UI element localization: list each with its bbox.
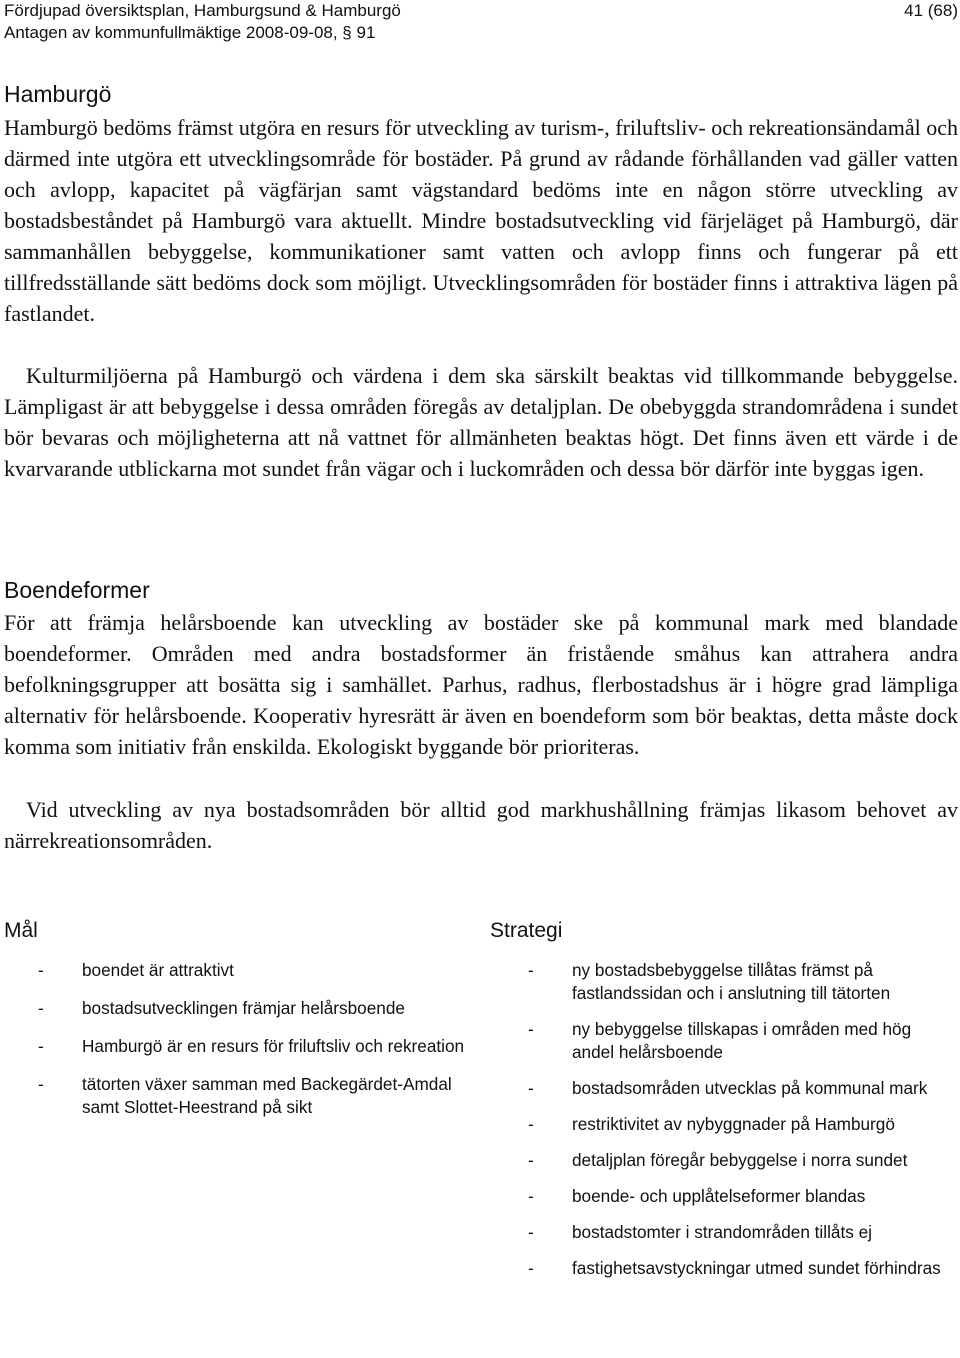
header-adoption-line: Antagen av kommunfullmäktige 2008-09-08, § 91 xyxy=(4,23,376,42)
section-heading-boendeformer: Boendeformer xyxy=(4,577,150,603)
paragraph-boendeformer-2: Vid utveckling av nya bostadsområden bör alltid god markhushållning främjas likasom behovet av närrekreationsområden. xyxy=(4,797,958,853)
strategy-heading: Strategi xyxy=(490,919,563,942)
list-item: - fastighetsavstyckningar utmed sundet förhindras xyxy=(528,1258,941,1278)
list-item: - bostadsutvecklingen främjar helårsboende xyxy=(38,998,405,1018)
goals-list xyxy=(38,959,478,1119)
section-heading-hamburgo: Hamburgö xyxy=(4,81,112,107)
list-item: - Hamburgö är en resurs för friluftsliv och rekreation xyxy=(38,1036,465,1056)
list-dash: - xyxy=(528,1150,534,1170)
list-item: - tätorten växer samman med Backegärdet-Amdal samt Slottet-Heestrand på sikt xyxy=(38,1074,452,1117)
page-number: 41 (68) xyxy=(904,1,958,20)
list-dash: - xyxy=(528,1258,534,1278)
list-dash: - xyxy=(38,1074,44,1094)
list-dash: - xyxy=(528,1222,534,1242)
paragraph-hamburgo-2: Kulturmiljöerna på Hamburgö och värdena i dem ska särskilt beaktas vid tillkommande bebyggelse. Lämpligast är att bebyggelse i dessa områden föregås av detaljplan. De obebyggda strandområdena i sundet bör bevaras och möjligheterna att nå vattnet för allmänheten beaktas högt. Det finns även ett värde i de kvarvarande utblickarna mot sundet från vägar och i luckområden och dessa bör därför inte byggas igen. xyxy=(4,363,958,481)
page-header xyxy=(4,0,958,44)
strategy-list xyxy=(528,959,956,1280)
paragraph-boendeformer-1: För att främja helårsboende kan utveckling av bostäder ske på kommunal mark med blandade boendeformer. Områden med andra bostadsformer än fristående småhus kan attrahera andra befolkningsgrupper att bosätta sig i samhället. Parhus, radhus, flerbostadshus är i högre grad lämpliga alternativ för helårsboende. Kooperativ hyresrätt är även en boendeform som bör beaktas, detta måste dock komma som initiativ från enskilda. Ekologiskt byggande bör prioriteras. xyxy=(4,610,958,759)
list-item: - restriktivitet av nybyggnader på Hamburgö xyxy=(528,1114,895,1134)
list-dash: - xyxy=(38,998,44,1018)
list-item: - ny bebyggelse tillskapas i områden med hög andel helårsboende xyxy=(528,1019,912,1062)
list-item: - detaljplan föregår bebyggelse i norra sundet xyxy=(528,1150,908,1170)
goals-heading: Mål xyxy=(4,919,38,942)
list-dash: - xyxy=(528,1186,534,1206)
list-item: - boende- och upplåtelseformer blandas xyxy=(528,1186,866,1206)
list-dash: - xyxy=(528,1019,534,1039)
list-dash: - xyxy=(38,960,44,980)
list-dash: - xyxy=(528,960,534,980)
list-item: - ny bostadsbebyggelse tillåtas främst på fastlandssidan och i anslutning till tätorten xyxy=(528,960,891,1003)
list-dash: - xyxy=(528,1078,534,1098)
list-dash: - xyxy=(528,1114,534,1134)
list-item: - bostadsområden utvecklas på kommunal mark xyxy=(528,1078,928,1098)
header-document-title: Fördjupad översiktsplan, Hamburgsund & Hamburgö xyxy=(4,1,401,20)
paragraph-hamburgo-1: Hamburgö bedöms främst utgöra en resurs för utveckling av turism-, friluftsliv- och rekreationsändamål och därmed inte utgöra ett utvecklingsområde för bostäder. På grund av rådande förhållanden vad gäller vatten och avlopp, kapacitet på vägfärjan samt vägstandard bedöms inte en någon större utveckling av bostadsbeståndet på Hamburgö vara aktuellt. Mindre bostadsutveckling vid färjeläget på Hamburgö, där sammanhållen bebyggelse, kommunikationer samt vatten och avlopp finns och fungerar på ett tillfredsställande sätt bedöms dock som möjligt. Utvecklingsområden för bostäder finns i attraktiva lägen på fastlandet. xyxy=(4,115,958,326)
list-dash: - xyxy=(38,1036,44,1056)
list-item: - bostadstomter i strandområden tillåts ej xyxy=(528,1222,872,1242)
list-item: - boendet är attraktivt xyxy=(38,960,234,980)
